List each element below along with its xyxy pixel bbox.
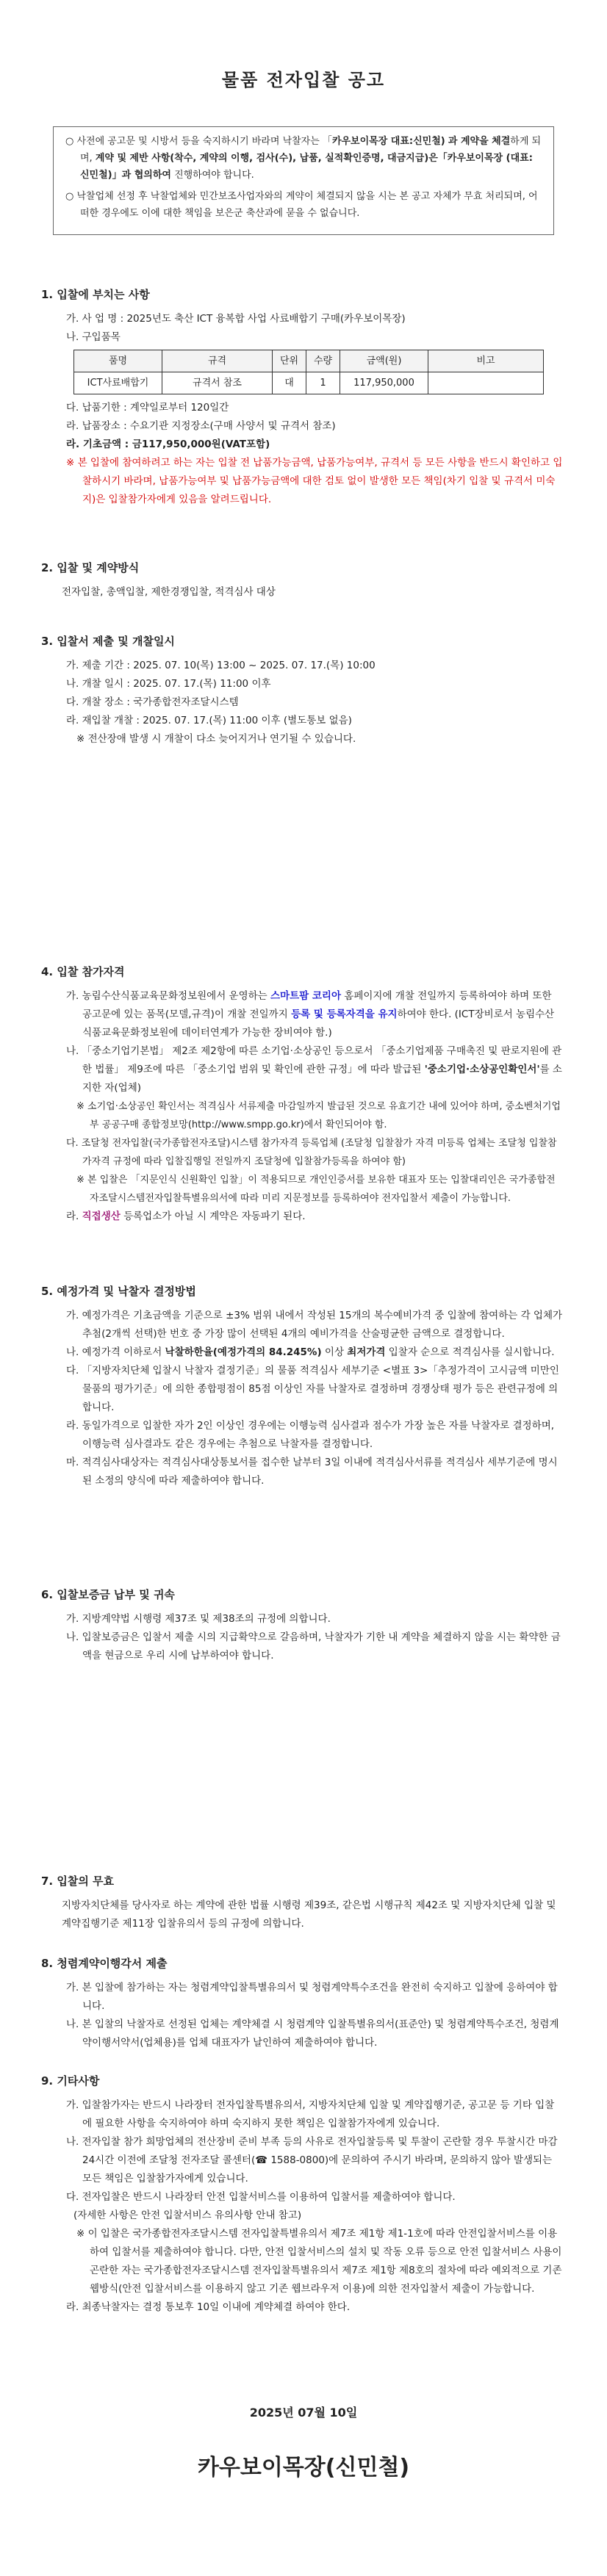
section-heading: 2. 입찰 및 계약방식 [41, 561, 140, 574]
section-4 [41, 962, 563, 1226]
item-deposit-guarantee: 나. 입찰보증금은 입찰서 제출 시의 지급확약으로 갈음하며, 낙찰자가 기한 내 계약을 체결하지 않을 시는 확약한 금액을 현금으로 우리 시에 납부하여야 합니다. [66, 1631, 561, 1662]
section-9 [41, 2071, 563, 2317]
item-contract-deadline: 라. 최종낙찰자는 결정 통보후 10일 이내에 계약체결 하여야 한다. [66, 2301, 351, 2313]
table-cell [428, 372, 544, 394]
warning-note: ※ 본 입찰에 참여하려고 하는 자는 입찰 전 납품가능금액, 납품가능여부, 규격서 등 모든 사항을 반드시 확인하고 입찰하시기 바라며, 납품가능여부 및 납품가능금액에 대한 검토 없이 발생한 모든 책임(차기 입찰 및 규격서 미숙지)은 입찰참가자에게 있음을 알려드립니다. [66, 457, 563, 505]
section-3 [41, 632, 563, 748]
item-opening-place: 다. 개찰 장소 : 국가종합전자조달시스템 [66, 696, 239, 708]
notice-paragraph-2: ○ 낙찰업체 선정 후 낙찰업체와 민간보조사업자와의 계약이 체결되지 않을 시는 본 공고 자체가 무효 처리되며, 어떠한 경우에도 이에 대한 책임을 보은군 축산과에 묻을 수 없습니다. [65, 191, 538, 219]
item-safe-bid-service: 다. 전자입찰은 반드시 나라장터 안전 입찰서비스를 이용하여 입찰서를 제출하여야 합니다. [66, 2191, 456, 2203]
item-evaluation-criteria: 다. 「지방자치단체 입찰시 낙찰자 결정기준」의 물품 적격심사 세부기준 <별표 3>「추정가격이 고시금액 미만인 물품의 평가기준」에 의한 종합평점이 85점 이상인 자를 낙찰자로 결정하며 경쟁상태 평가 등은 관련규정에 의합니다. [66, 1365, 559, 1413]
section-heading: 9. 기타사항 [41, 2074, 100, 2088]
item-deposit-rule: 가. 지방계약법 시행령 제37조 및 제38조의 규정에 의합니다. [66, 1613, 331, 1625]
item-tie-break: 라. 동일가격으로 입찰한 자가 2인 이상인 경우에는 이행능력 심사결과 점수가 가장 높은 자를 낙찰자로 결정하며, 이행능력 심사결과도 같은 경우에는 추첨으로 낙찰자를 결정합니다. [66, 1420, 555, 1450]
section-7 [41, 1872, 563, 1933]
section-heading: 5. 예정가격 및 낙찰자 결정방법 [41, 1285, 196, 1298]
safe-bid-reference: (자세한 사항은 안전 입찰서비스 유의사항 안내 참고) [73, 2209, 302, 2221]
section-heading: 3. 입찰서 제출 및 개찰일시 [41, 635, 175, 648]
sme-certificate-note: ※ 소기업·소상공인 확인서는 적격심사 서류제출 마감일까지 발급된 것으로 유효기간 내에 있어야 하며, 중소벤처기업부 공공구매 종합정보망(http://www.smpp.go.kr)에서 확인되어야 함. [76, 1101, 561, 1130]
item-document-submission: 마. 적격심사대상자는 적격심사대상통보서를 접수한 날부터 3일 이내에 적격심사서류를 적격심사 세부기준에 명시된 소정의 양식에 따라 제출하여야 합니다. [66, 1457, 558, 1487]
table-header: 단위 [273, 350, 306, 372]
table-header: 비고 [428, 350, 544, 372]
item-opening-time: 나. 개찰 일시 : 2025. 07. 17.(목) 11:00 이후 [66, 678, 271, 690]
item-integrity-notice: 가. 본 입찰에 참가하는 자는 청렴계약입찰특별유의서 및 청렴계약특수조건을 완전히 숙지하고 입찰에 응하여야 합니다. [66, 1982, 558, 2012]
item-integrity-pledge: 나. 본 입찰의 낙찰자로 선정된 업체는 계약체결 시 청렴계약 입찰특별유의서(표준안) 및 청렴계약특수조건, 청렴계약이행서약서(업체용)를 업체 대표자가 날인하여 제출하여야 합니다. [66, 2018, 559, 2049]
item-submission-period: 가. 제출 기간 : 2025. 07. 10(목) 13:00 ~ 2025. 07. 17.(목) 10:00 [66, 660, 376, 671]
item-direct-production: 라. 직접생산 등록업소가 아닐 시 계약은 자동파기 된다. [66, 1211, 306, 1222]
item-procurement-registration: 다. 조달청 전자입찰(국가종합전자조달)시스템 참가자격 등록업체 (조달청 입찰참가 자격 미등록 업체는 조달청 입찰참가자격 규정에 따라 입찰집행일 전일까지 조달청에 입찰참가등록을 하여야 함) [66, 1138, 557, 1167]
section-heading: 4. 입찰 참가자격 [41, 965, 125, 978]
table-cell: 1 [306, 372, 340, 394]
item-rebid-opening: 라. 재입찰 개찰 : 2025. 07. 17.(목) 11:00 이후 (별도통보 없음) [66, 715, 352, 726]
table-cell: ICT사료배합기 [74, 372, 162, 394]
safe-bid-note: ※ 이 입찰은 국가종합전자조달시스템 전자입찰특별유의서 제7조 제1항 제1-1호에 따라 안전입찰서비스를 이용하여 입찰서를 제출하여야 합니다. 다만, 안전 입찰서비스의 설치 및 작동 오류 등으로 안전 입찰서비스 사용이 곤란한 자는 국가종합전자조달시스템 전자입찰특별유의서 제7조 제1항 제8호의 절차에 따라 예외적으로 기존 웹방식(안전 입찰서비스를 이용하지 않고 기존 웹브라우저 이용)에 의한 전자입찰서 제출이 가능합니다. [76, 2228, 562, 2295]
announcement-date: 2025년 07월 10일 [249, 2406, 358, 2420]
section-6 [41, 1585, 563, 1665]
item-delivery-place: 라. 납품장소 : 수요기관 지정장소(구매 사양서 및 규격서 참조) [66, 420, 336, 432]
system-failure-note: ※ 전산장애 발생 시 개찰이 다소 늦어지거나 연기될 수 있습니다. [76, 733, 356, 745]
section-8 [41, 1954, 563, 2052]
table-header: 수량 [306, 350, 340, 372]
notice-paragraph-1: ○ 사전에 공고문 및 시방서 등을 숙지하시기 바라며 낙찰자는 「카우보이목장 대표:신민철) 과 계약을 체결하게 되며, 계약 및 제반 사항(착수, 계약의 이행, 검사(수), 납품, 실적확인증명, 대금지급)은「카우보이목장 (대표:신민철)」과 협의하여 진행하여야 합니다. [65, 136, 542, 181]
item-call-center: 나. 전자입찰 참가 희망업체의 전산장비 준비 부족 등의 사유로 전자입찰등록 및 투찰이 곤란할 경우 투찰시간 마감 24시간 이전에 조달청 전자조달 콜센터(☎ 1588-0800)에 문의하여 주시기 바라며, 문의하지 않아 발생되는 모든 책임은 입찰참가자에게 있습니다. [66, 2136, 558, 2184]
notice-box [53, 126, 554, 235]
table-cell: 규격서 참조 [162, 372, 273, 394]
section-heading: 6. 입찰보증금 납부 및 귀속 [41, 1588, 175, 1601]
item-bidder-responsibility: 가. 입찰참가자는 반드시 나라장터 전자입찰특별유의서, 지방자치단체 입찰 및 계약집행기준, 공고문 등 기타 입찰에 필요한 사항을 숙지하여야 하며 숙지하지 못한 책임은 입찰참가자에게 있습니다. [66, 2099, 555, 2129]
fingerprint-note: ※ 본 입찰은 「지문인식 신원확인 입찰」이 적용되므로 개인인증서를 보유한 대표자 또는 입찰대리인은 국가종합전자조달시스템전자입찰특별유의서에 따라 미리 지문정보를 등록하여야 전자입찰서 제출이 가능합니다. [76, 1175, 556, 1204]
item-project-name: 가. 사 업 명 : 2025년도 축산 ICT 융복합 사업 사료배합기 구매(카우보이목장) [66, 313, 406, 325]
section-heading: 1. 입찰에 부치는 사항 [41, 288, 150, 301]
table-header: 품명 [74, 350, 162, 372]
invalid-bid-text: 지방자치단체를 당사자로 하는 계약에 관한 법률 시행령 제39조, 같은법 시행규칙 제42조 및 지방자치단체 입찰 및 계약집행기준 제11장 입찰유의서 등의 규정에 의합니다. [62, 1899, 556, 1930]
item-sme-certificate: 나. 「중소기업기본법」 제2조 제2항에 따른 소기업·소상공인 등으로서 「중소기업제품 구매촉진 및 판로지원에 관한 법률」 제9조에 따른 「중소기업 범위 및 확인에 관한 규정」에 따라 발급된 '중소기업·소상공인확인서'를 소지한 자(업체) [66, 1045, 562, 1094]
page-title: 물품 전자입찰 공고 [221, 70, 386, 90]
section-heading: 7. 입찰의 무효 [41, 1875, 115, 1888]
table-cell: 대 [273, 372, 306, 394]
contract-method: 전자입찰, 총액입찰, 제한경쟁입찰, 적격심사 대상 [62, 586, 276, 598]
table-row [74, 372, 544, 394]
item-qualification-review: 나. 예정가격 이하로서 낙찰하한율(예정가격의 84.245%) 이상 최저가격 입찰자 순으로 적격심사를 실시합니다. [66, 1346, 555, 1358]
table-header: 금액(원) [340, 350, 428, 372]
section-1 [41, 285, 563, 509]
section-5 [41, 1282, 563, 1490]
item-purchase-list: 나. 구입품목 [66, 331, 121, 343]
table-header: 규격 [162, 350, 273, 372]
item-smartfarm-registration: 가. 농림수산식품교육문화정보원에서 운영하는 스마트팜 코리아 홈페이지에 개찰 전일까지 등록하여야 하며 또한 공고문에 있는 품목(모델,규격)이 개찰 전일까지 등록 및 등록자격을 유지하여야 한다. (ICT장비로서 농림수산식품교육문화정보원에 데이터연계가 가능한 장비여야 함.) [66, 990, 555, 1039]
signer-name: 카우보이목장(신민철) [197, 2455, 410, 2481]
section-2 [41, 558, 563, 602]
items-table [73, 350, 544, 394]
table-header-row [74, 350, 544, 372]
table-cell: 117,950,000 [340, 372, 428, 394]
section-heading: 8. 청렴계약이행각서 제출 [41, 1957, 168, 1970]
item-estimated-price: 가. 예정가격은 기초금액을 기준으로 ±3% 범위 내에서 작성된 15개의 복수예비가격 중 입찰에 참여하는 각 업체가 추첨(2개씩 선택)한 번호 중 가장 많이 선택된 4개의 예비가격을 산술평균한 금액으로 결정합니다. [66, 1310, 563, 1340]
item-delivery-deadline: 다. 납품기한 : 계약일로부터 120일간 [66, 402, 229, 414]
item-base-amount: 라. 기초금액 : 금117,950,000원(VAT포함) [66, 439, 270, 450]
